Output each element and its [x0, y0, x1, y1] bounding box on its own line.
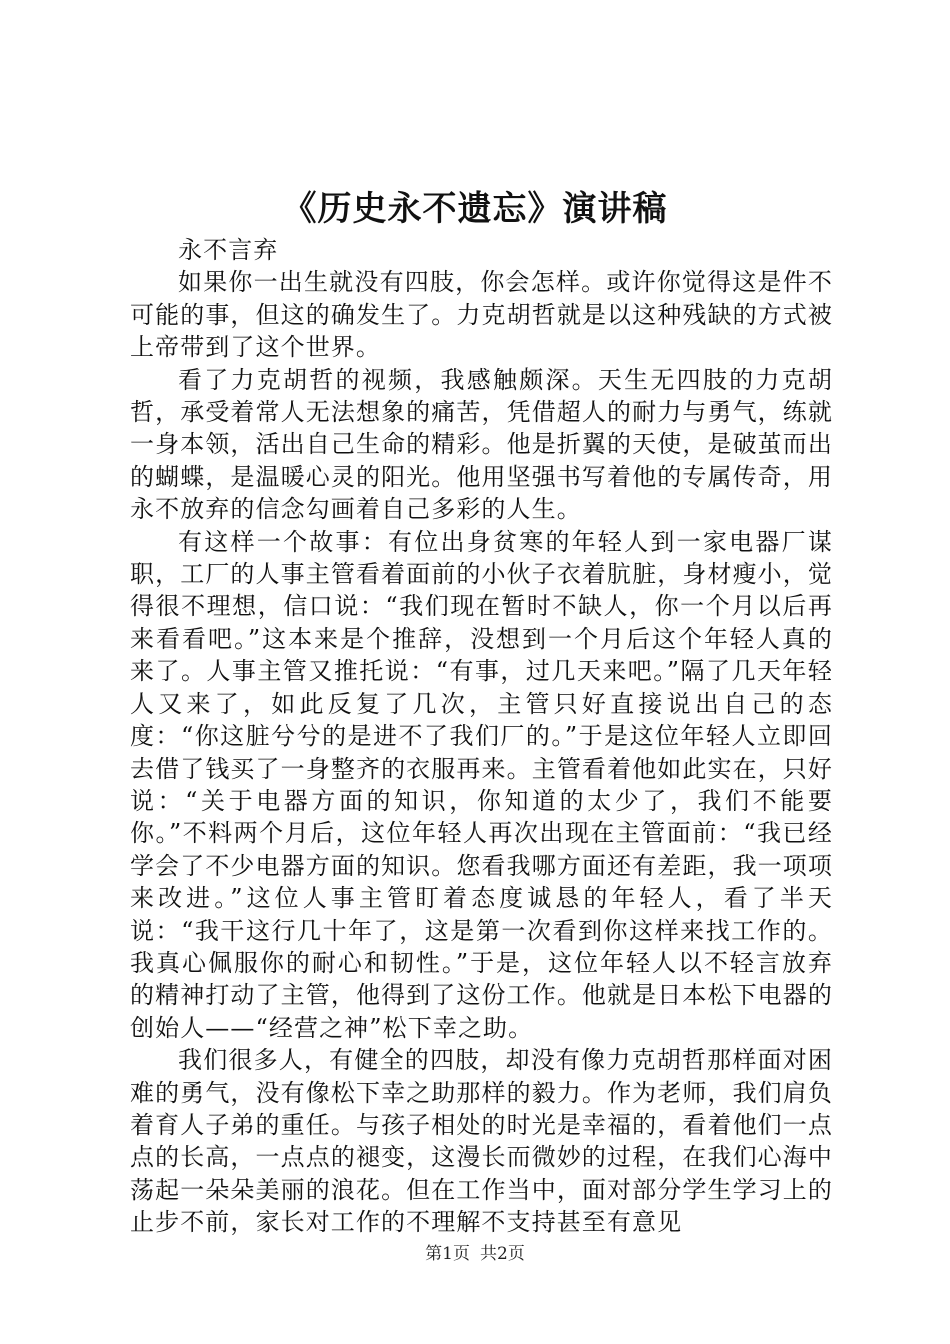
document-title: 《历史永不遗忘》演讲稿	[282, 189, 668, 229]
page-total: 共2页	[480, 1244, 525, 1264]
paragraph: 我们很多人，有健全的四肢，却没有像力克胡哲那样面对困难的勇气，没有像松下幸之助那样的毅力。作为老师，我们肩负着育人子弟的重任。与孩子相处的时光是幸福的，看着他们一点点的长高，一点点的褪变，这漫长而微妙的过程，在我们心海中荡起一朵朵美丽的浪花。但在工作当中，面对部分学生学习上的止步不前，家长对工作的不理解不支持甚至有意见	[130, 1046, 833, 1237]
paragraph: 看了力克胡哲的视频，我感触颇深。天生无四肢的力克胡哲，承受着常人无法想象的痛苦，凭借超人的耐力与勇气，练就一身本领，活出自己生命的精彩。他是折翼的天使，是破茧而出的蝴蝶，是温暖心灵的阳光。他用坚强书写着他的专属传奇，用永不放弃的信念勾画着自己多彩的人生。	[130, 365, 833, 524]
document-body	[130, 234, 833, 1239]
paragraph: 如果你一出生就没有四肢，你会怎样。或许你觉得这是件不可能的事，但这的确发生了。力克胡哲就是以这种残缺的方式被上帝带到了这个世界。	[130, 268, 833, 362]
paragraph-subtitle: 永不言弃	[178, 236, 279, 264]
page-footer	[0, 1243, 950, 1265]
paragraph: 有这样一个故事：有位出身贫寒的年轻人到一家电器厂谋职，工厂的人事主管看着面前的小伙子衣着肮脏，身材瘦小，觉得很不理想，信口说：“我们现在暂时不缺人，你一个月以后再来看看吧。”这本来是个推辞，没想到一个月后这个年轻人真的来了。人事主管又推托说：“有事，过几天来吧。”隔了几天年轻人又来了，如此反复了几次，主管只好直接说出自己的态度：“你这脏兮兮的是进不了我们厂的。”于是这位年轻人立即回去借了钱买了一身整齐的衣服再来。主管看着他如此实在，只好说：“关于电器方面的知识，你知道的太少了，我们不能要你。”不料两个月后，这位年轻人再次出现在主管面前：“我已经学会了不少电器方面的知识。您看我哪方面还有差距，我一项项来改进。”这位人事主管盯着态度诚恳的年轻人，看了半天说：“我干这行几十年了，这是第一次看到你这样来找工作的。我真心佩服你的耐心和韧性。”于是，这位年轻人以不轻言放弃的精神打动了主管，他得到了这份工作。他就是日本松下电器的创始人——“经营之神”松下幸之助。	[130, 527, 833, 1042]
page-number: 第1页	[425, 1244, 470, 1264]
